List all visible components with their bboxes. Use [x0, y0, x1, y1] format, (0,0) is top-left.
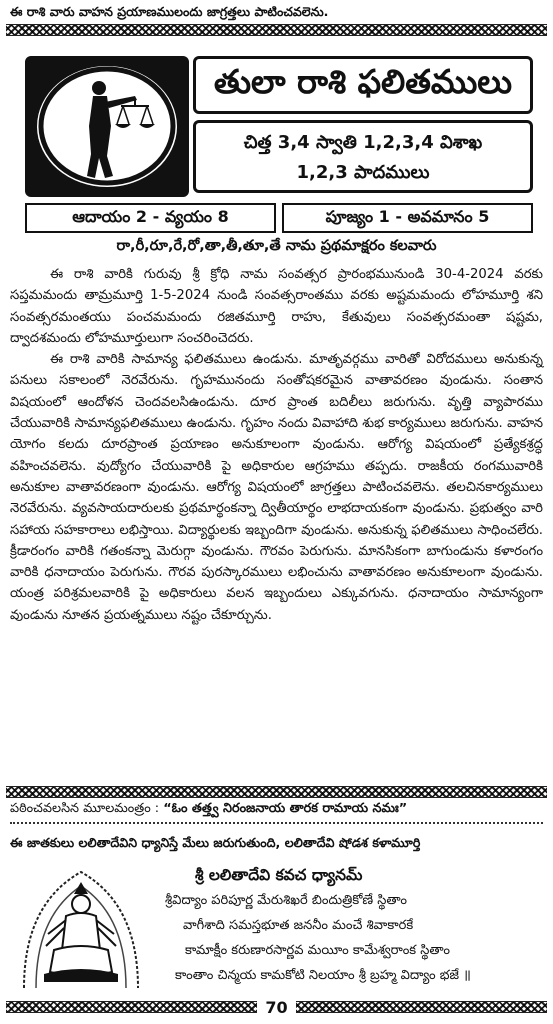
page-number-text: 70 [257, 998, 295, 1017]
libra-emblem [37, 66, 177, 187]
verse-line-3: కామాక్షీం కరుణారసార్ణవ మయీం కామేశ్వరాంక స్థితాం [185, 943, 451, 958]
income-honor-row [25, 203, 533, 233]
nakshatra-line-1: చిత్త 3,4 స్వాతి 1,2,3,4 విశాఖ [243, 132, 483, 153]
mantra-label: పఠించవలసిన మూలమంత్రం : [10, 801, 160, 816]
income-expense: ఆదాయం 2 - వ్యయం 8 [25, 203, 276, 233]
paragraph-planets: ఈ రాశి వారికి గురువు శ్రీ క్రోధి నామ సంవత్సర ప్రారంభమునుండి 30-4-2024 వరకు సప్తమమందు తామ్రమూర్తి 1-5-2024 నుండి సంవత్సరాంతము వరకు అష్టమమందు లోహమూర్తి శని సంవత్సరమంతయు పంచమమందు రజితమూర్తి రాహు, కేతువులు సంవత్సరమంతా షష్టమ, ద్వాదశమందు లోహమూర్తులుగా సంచరించెదరు. [10, 267, 543, 346]
jataka-line: ఈ జాతకులు లలితాదేవిని ధ్యానిస్తే మేలు జరుగుతుంది, లలితాదేవి షోడశ కళామూర్తి [10, 835, 421, 850]
top-border-strip [6, 24, 547, 36]
page-title: తులా రాశి ఫలితములు [193, 56, 533, 114]
page-number [0, 998, 553, 1017]
dhyana-verse [165, 888, 545, 988]
libra-figure-icon [37, 66, 177, 187]
mantra-line [10, 801, 543, 819]
verse-line-4: కాంతాం చిన్మయ కామకోటి నిలయాం శ్రీ బ్రహ్మ విద్యాం భజే ॥ [175, 968, 471, 983]
dotted-divider [10, 822, 543, 824]
verse-line-2: వాగీశాది సమస్తభూత జననీం మంచే శివాకారకే [183, 918, 414, 933]
nakshatra-line-2: 1,2,3 పాదములు [296, 162, 430, 183]
paragraph-results: ఈ రాశి వారికి సామాన్య ఫలితములు ఉండును. మాతృవర్గము వారితో విరోదములు అనుకున్న పనులు సకాలంలో నెరవేరును. గృహమునందు సంతోషకరమైన వాతావరణం వుండును. సంతాన విషయంలో ఆందోళన చెందవలసిఉండును. దూర ప్రాంత బదిలీలు జరుగును. వృత్తి వ్యాపారము చేయువారికి సామాన్యఫలితములు ఉండును. గృహం నందు వివాహాది శుభ కార్యములు జరుగును. వాహన యోగం కలదు దూరప్రాంత ప్రయాణం అనుకూలంగా వుండును. ఆరోగ్య విషయంలో ప్రత్యేకశ్రద్ధ వహించవలెను. వుద్యోగం చేయువారికి పై అధికారుల ఆగ్రహము తప్పదు. రాజకీయ రంగమువారికి అనుకూల వాతావరణంగా వుండును. ఆరోగ్య విషయంలో జాగ్రత్తలు పాటించవలెను. తలచినకార్యములు నెరవేరును. వ్యవసాయదారులకు ప్రథమార్థంకన్నా ద్వితీయార్థం లాభదాయకంగా వుండును. ప్రభుత్వం వారి సహాయ సహకారాలు లభిస్తాయి. విద్యార్థులకు ఇబ్బందిగా వుండును. అనుకున్న ఫలితములు సాధించలేరు. క్రీడారంగం వారికి గతంకన్నా మెరుగ్గా వుండును. గౌరవం పెరుగును. మానసికంగా బాగుండును కళారంగం వారికి ధనాదాయం పెరుగును. గౌరవ పురస్కారములు లభించును వాతావరణం అనుకూలంగా వుండును. యంత్ర పరిశ్రమలవారికి పై అధికారులు వలన ఇబ్బందులు ఎక్కువగును. ధనాదాయం సామాన్యంగా వుండును నూతన ప్రయత్నములు నష్టం చేకూర్చును. [10, 352, 543, 623]
nakshatra-box [193, 120, 533, 193]
mantra-text: “ఓం తత్త్వ నిరంజనాయ తారక రామాయ నమః” [163, 801, 408, 816]
goddess-image [14, 864, 149, 992]
top-note: ఈ రాశి వారు వాహన ప్రయాణములందు జాగ్రత్తలు పాటించవలెను. [10, 4, 329, 19]
honor-dishonor: పూజ్యం 1 - అవమానం 5 [282, 203, 533, 233]
predictions-text [10, 264, 543, 626]
libra-sign-box [25, 56, 189, 197]
goddess-lalita-icon [14, 864, 149, 992]
middle-border-strip [6, 786, 547, 798]
kavacha-title: శ్రీ లలితాదేవి కవచ ధ్యానమ్ [195, 866, 363, 884]
name-letters: రా,రీ,రూ,రే,రో,తా,తీ,తూ,తే నామ ప్రథమాక్షరం కలవారు [116, 238, 437, 254]
verse-line-1: శ్రీవిద్యాం పరిపూర్ణ మేరుశిఖరే బిందుత్రికోణే స్థితాం [165, 893, 408, 908]
